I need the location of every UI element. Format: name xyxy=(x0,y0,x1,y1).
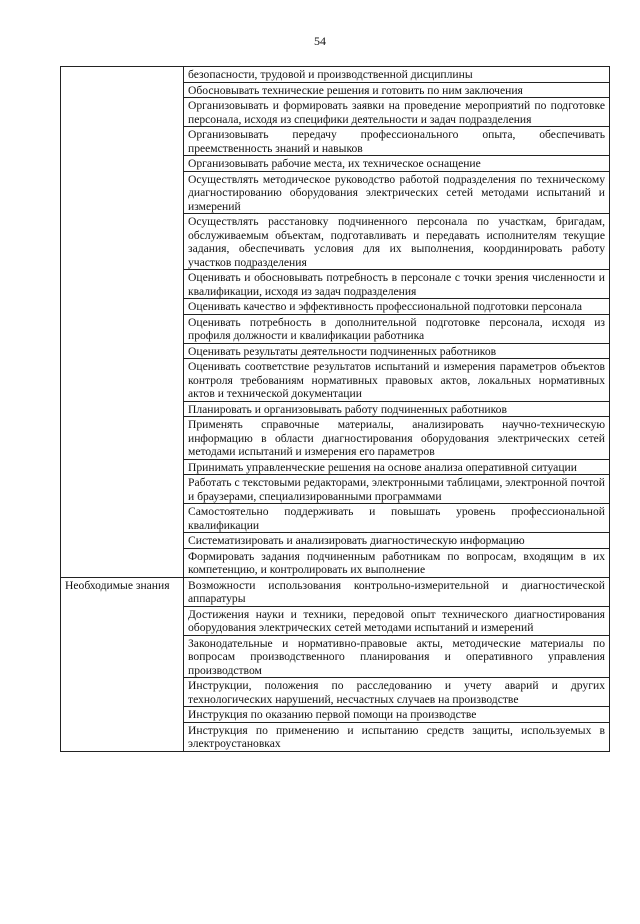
skill-item xyxy=(184,459,610,475)
knowledge-item xyxy=(184,577,610,606)
requirements-table-body xyxy=(61,67,610,752)
skill-item xyxy=(184,214,610,270)
skill-item-text: безопасности, трудовой и производственной дисциплины xyxy=(188,68,473,81)
knowledge-item xyxy=(184,678,610,707)
knowledge-item-text: Инструкция по применению и испытанию средств защиты, используемых в электроустановках xyxy=(188,723,605,750)
table-row xyxy=(61,67,610,83)
page-number: 54 xyxy=(314,34,326,48)
knowledge-item xyxy=(184,707,610,723)
skill-item-text: Оценивать результаты деятельности подчиненных работников xyxy=(188,344,497,358)
skill-item-text: Организовывать передачу профессионального опыта, обеспечивать преемственность знаний и навыков xyxy=(188,128,605,155)
knowledge-item xyxy=(184,606,610,635)
skill-item-text: Обосновывать технические решения и готовить по ним заключения xyxy=(188,83,523,97)
knowledge-item-text: Возможности использования контрольно-измерительной и диагностической аппаратуры xyxy=(188,578,605,605)
skill-item xyxy=(184,401,610,417)
skill-item-text: Организовывать и формировать заявки на проведение мероприятий по подготовке персонала, исходя из специфики деятельности и задач подразделения xyxy=(188,99,605,126)
skill-item xyxy=(184,475,610,504)
skill-item xyxy=(184,270,610,299)
skill-item xyxy=(184,67,610,83)
skill-item xyxy=(184,359,610,402)
knowledge-item-text: Достижения науки и техники, передовой опыт технического диагностирования оборудования электрических сетей методами испытаний и измерений xyxy=(188,607,605,634)
skills-label-cell xyxy=(61,67,184,578)
skill-item xyxy=(184,299,610,315)
skill-item-text: Организовывать рабочие места, их техническое оснащение xyxy=(188,157,481,170)
knowledge-item-text: Инструкции, положения по расследованию и учету аварий и других технологических нарушений, несчастных случаев на производстве xyxy=(188,679,605,706)
skill-item-text: Планировать и организовывать работу подчиненных работников xyxy=(188,402,507,416)
knowledge-item xyxy=(184,722,610,751)
requirements-table xyxy=(60,66,610,752)
skill-item xyxy=(184,343,610,359)
skill-item xyxy=(184,82,610,98)
knowledge-label-cell xyxy=(61,577,184,751)
skill-item xyxy=(184,314,610,343)
skill-item xyxy=(184,533,610,549)
skill-item-text: Осуществлять расстановку подчиненного персонала по участкам, бригадам, обслуживаемым объектам, подготавливать и передавать исполнителям текущие задания, обеспечивать условия для их выполнения, координировать работу участков подразделения xyxy=(188,215,605,269)
skill-item-text: Осуществлять методическое руководство работой подразделения по техническому диагностированию оборудования электрических сетей методами испытаний и измерений xyxy=(188,172,605,213)
skill-item xyxy=(184,127,610,156)
skill-item-text: Самостоятельно поддерживать и повышать уровень профессиональной квалификации xyxy=(188,505,605,532)
skill-item xyxy=(184,156,610,172)
skill-item-text: Применять справочные материалы, анализировать научно-техническую информацию в области диагностирования оборудования электрических сетей методами испытаний и измерения его параметров xyxy=(188,418,605,458)
skill-item xyxy=(184,417,610,460)
skill-item xyxy=(184,98,610,127)
knowledge-item-text: Законодательные и нормативно-правовые акты, методические материалы по вопросам производственного планирования и оперативного управления производством xyxy=(188,636,605,677)
knowledge-label: Необходимые знания xyxy=(65,578,170,592)
skill-item-text: Работать с текстовыми редакторами, электронными таблицами, электронной почтой и браузерами, специализированными программами xyxy=(188,476,605,503)
skill-item xyxy=(184,171,610,214)
skill-item-text: Оценивать качество и эффективность профессиональной подготовки персонала xyxy=(188,300,583,313)
knowledge-item xyxy=(184,635,610,678)
skill-item xyxy=(184,548,610,577)
skill-item-text: Принимать управленческие решения на основе анализа оперативной ситуации xyxy=(188,460,577,474)
skill-item-text: Формировать задания подчиненным работникам по вопросам, входящим в их компетенцию, и контролировать их выполнение xyxy=(188,549,605,576)
skill-item-text: Систематизировать и анализировать диагностическую информацию xyxy=(188,534,525,547)
skill-item-text: Оценивать и обосновывать потребность в персонале с точки зрения численности и квалификации, исходя из задач подразделения xyxy=(188,271,605,298)
skill-item-text: Оценивать соответствие результатов испытаний и измерения параметров объектов контроля требованиям нормативных правовых актов, локальных нормативных актов и технической документации xyxy=(188,360,605,400)
knowledge-item-text: Инструкция по оказанию первой помощи на производстве xyxy=(188,708,477,721)
skill-item xyxy=(184,504,610,533)
table-row xyxy=(61,577,610,606)
skill-item-text: Оценивать потребность в дополнительной подготовке персонала, исходя из профиля должности и квалификации работника xyxy=(188,315,605,342)
